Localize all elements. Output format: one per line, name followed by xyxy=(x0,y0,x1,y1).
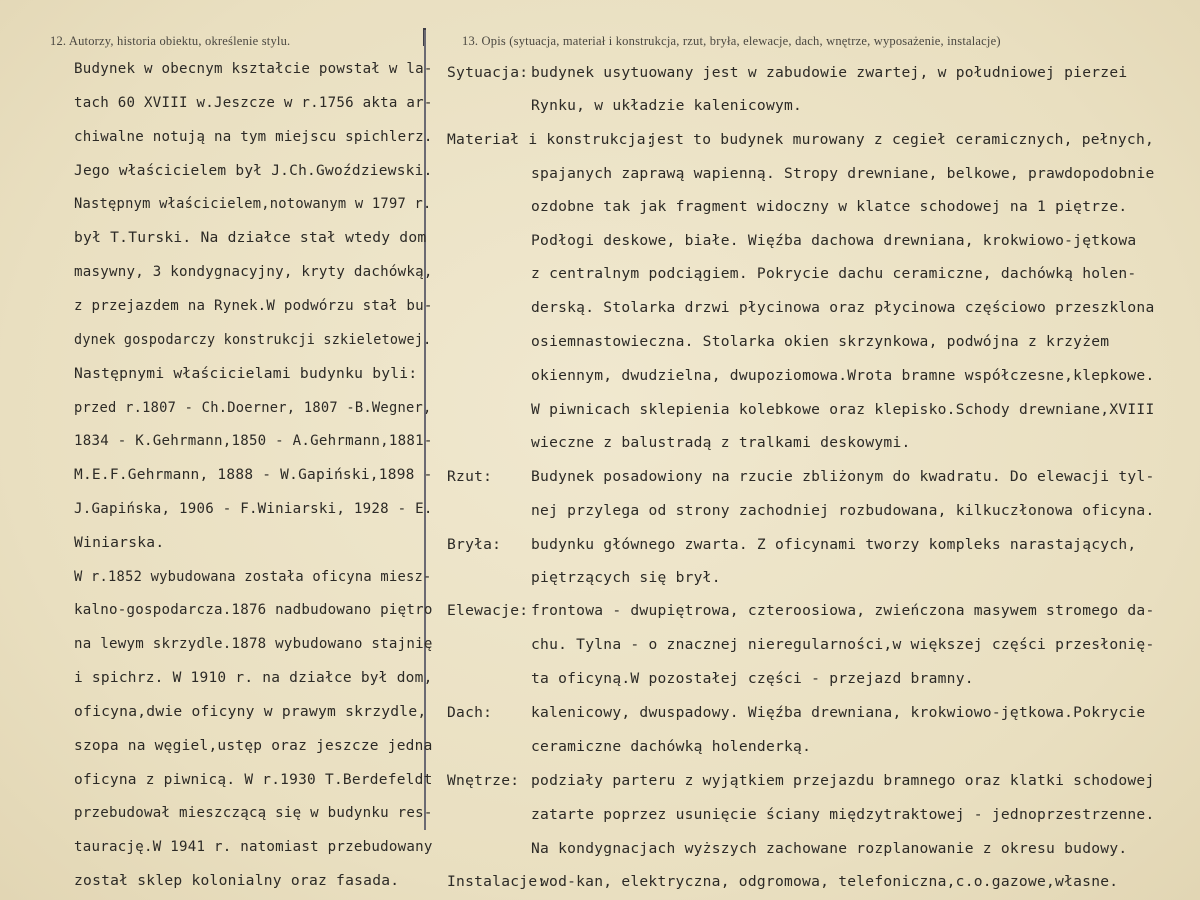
section-label-sytuacja: Sytuacja: xyxy=(447,64,529,81)
description-line: W piwnicach sklepienia kolebkowe oraz klepisko.Schody drewniane,XVIII xyxy=(531,401,1155,418)
section-label-instalacje: Instalacje: xyxy=(447,873,547,890)
history-line: przebudował mieszczącą się w budynku res- xyxy=(74,804,433,821)
description-line: okiennym, dwudzielna, dwupoziomowa.Wrota bramne współczesne,klepkowe. xyxy=(531,367,1155,384)
description-line: Na kondygnacjach wyższych zachowane rozplanowanie z okresu budowy. xyxy=(531,840,1128,857)
description-line: derską. Stolarka drzwi płycinowa oraz płycinowa częściowo przeszklona xyxy=(531,299,1155,316)
history-line: Winiarska. xyxy=(74,534,165,551)
section-13-heading: 13. Opis (sytuacja, materiał i konstrukcja, rzut, bryła, elewacje, dach, wnętrze, wyposażenie, instalacje) xyxy=(462,34,1001,48)
history-line: J.Gapińska, 1906 - F.Winiarski, 1928 - E. xyxy=(74,500,433,517)
description-line: ozdobne tak jak fragment widoczny w klatce schodowej na 1 piętrze. xyxy=(531,198,1128,215)
section-label-rzut: Rzut: xyxy=(447,468,493,485)
history-line: Budynek w obecnym kształcie powstał w la- xyxy=(74,60,433,77)
history-line: kalno-gospodarcza.1876 nadbudowano piętro xyxy=(74,601,433,618)
description-line: Rynku, w układzie kalenicowym. xyxy=(531,97,803,114)
section-label-dach: Dach: xyxy=(447,704,493,721)
history-line: przed r.1807 - Ch.Doerner, 1807 -B.Wegner, xyxy=(74,399,432,416)
history-line: na lewym skrzydle.1878 wybudowano stajnię xyxy=(74,635,433,652)
description-line: ceramiczne dachówką holenderką. xyxy=(531,738,812,755)
history-line: z przejazdem na Rynek.W podwórzu stał bu- xyxy=(74,297,433,314)
history-line: był T.Turski. Na działce stał wtedy dom xyxy=(74,229,427,246)
history-line: taurację.W 1941 r. natomiast przebudowany xyxy=(74,838,433,855)
history-line: został sklep kolonialny oraz fasada. xyxy=(74,872,400,889)
description-line: piętrzących się brył. xyxy=(531,569,721,586)
description-line: jest to budynek murowany z cegieł ceramicznych, pełnych, xyxy=(648,131,1155,148)
section-label-bryla: Bryła: xyxy=(447,536,502,553)
section-label-wnetrze: Wnętrze: xyxy=(447,772,520,789)
section-label-elewacje: Elewacje: xyxy=(447,602,529,619)
description-line: Budynek posadowiony na rzucie zbliżonym do kwadratu. Do elewacji tyl- xyxy=(531,468,1155,485)
description-line: osiemnastowieczna. Stolarka okien skrzynkowa, podwójna z krzyżem xyxy=(531,333,1110,350)
description-line: z centralnym podciągiem. Pokrycie dachu ceramiczne, dachówką holen- xyxy=(531,265,1137,282)
history-line: oficyna z piwnicą. W r.1930 T.Berdefeldt xyxy=(74,771,433,788)
description-line: ta oficyną.W pozostałej części - przejazd bramny. xyxy=(531,670,974,687)
section-12-heading: 12. Autorzy, historia obiektu, określenie stylu. xyxy=(50,34,291,48)
description-line: zatarte poprzez usunięcie ściany międzytraktowej - jednoprzestrzenne. xyxy=(531,806,1155,823)
history-line: tach 60 XVIII w.Jeszcze w r.1756 akta ar- xyxy=(74,94,433,111)
description-line: nej przylega od strony zachodniej rozbudowana, kilkuczłonowa oficyna. xyxy=(531,502,1155,519)
description-line: wieczne z balustradą z tralkami deskowymi. xyxy=(531,434,911,451)
history-line: M.E.F.Gehrmann, 1888 - W.Gapiński,1898 - xyxy=(74,466,433,483)
history-line: dynek gospodarczy konstrukcji szkieletowej. xyxy=(74,331,432,348)
section-label-material: Materiał i konstrukcja: xyxy=(447,131,655,148)
history-line: W r.1852 wybudowana została oficyna miesz- xyxy=(74,568,432,585)
history-line: chiwalne notują na tym miejscu spichlerz. xyxy=(74,128,433,145)
history-line: Jego właścicielem był J.Ch.Gwoździewski. xyxy=(74,162,433,179)
history-line: i spichrz. W 1910 r. na działce był dom, xyxy=(74,669,433,686)
history-line: Następnymi właścicielami budynku byli: xyxy=(74,365,418,382)
description-line: Podłogi deskowe, białe. Więźba dachowa drewniana, krokwiowo-jętkowa xyxy=(531,232,1137,249)
description-line: spajanych zaprawą wapienną. Stropy drewniane, belkowe, prawdopodobnie xyxy=(531,165,1155,182)
description-line: budynek usytuowany jest w zabudowie zwartej, w południowej pierzei xyxy=(531,64,1128,81)
description-line: kalenicowy, dwuspadowy. Więźba drewniana, krokwiowo-jętkowa.Pokrycie xyxy=(531,704,1146,721)
history-line: 1834 - K.Gehrmann,1850 - A.Gehrmann,1881- xyxy=(74,432,433,449)
history-line: oficyna,dwie oficyny w prawym skrzydle, xyxy=(74,703,427,720)
history-line: masywny, 3 kondygnacyjny, kryty dachówką, xyxy=(74,263,433,280)
description-line: podziały parteru z wyjątkiem przejazdu bramnego oraz klatki schodowej xyxy=(531,772,1155,789)
description-line: frontowa - dwupiętrowa, czteroosiowa, zwieńczona masywem stromego da- xyxy=(531,602,1155,619)
description-line: wod-kan, elektryczna, odgromowa, telefoniczna,c.o.gazowe,własne. xyxy=(540,873,1119,890)
description-line: budynku głównego zwarta. Z oficynami tworzy kompleks narastających, xyxy=(531,536,1137,553)
history-line: szopa na węgiel,ustęp oraz jeszcze jedna xyxy=(74,737,433,754)
history-line: Następnym właścicielem,notowanym w 1797 r. xyxy=(74,195,432,212)
description-line: chu. Tylna - o znacznej nieregularności,w większej części przesłonię- xyxy=(531,636,1155,653)
